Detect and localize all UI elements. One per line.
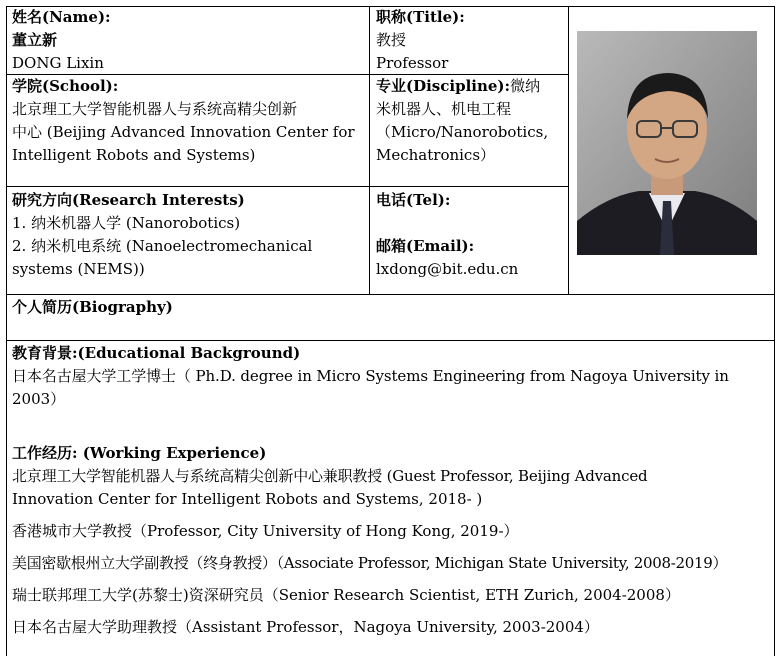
divider-v-right (568, 6, 569, 294)
research-heading: 研究方向(Research Interests) (12, 191, 245, 209)
tel-label: 电话(Tel): (376, 191, 451, 209)
title-en: Professor (376, 54, 449, 72)
school-line-2: 中心 (Beijing Advanced Innovation Center for (12, 123, 355, 141)
email-value[interactable]: lxdong@bit.edu.cn (376, 260, 519, 278)
name-cn: 董立新 (12, 31, 58, 49)
discipline-line-2: 米机器人、机电工程 (376, 100, 512, 118)
school-line-3: Intelligent Robots and Systems) (12, 146, 256, 164)
work-item-1-cont: Innovation Center for Intelligent Robots and Systems, 2018- ) (12, 490, 483, 508)
education-line-1: 日本名古屋大学工学博士（ Ph.D. degree in Micro Systems Engineering from Nagoya University in (12, 367, 729, 385)
name-en: DONG Lixin (12, 54, 104, 72)
school-heading: 学院(School): (12, 77, 119, 95)
work-item-5: 日本名古屋大学助理教授（Assistant Professor，Nagoya University, 2003-2004） (12, 618, 599, 636)
work-item-1: 北京理工大学智能机器人与系统高精尖创新中心兼职教授 (Guest Professor, Beijing Advanced (12, 467, 648, 485)
divider-v-left (369, 6, 370, 294)
discipline-heading: 专业(Discipline): (376, 77, 511, 95)
research-item-1: 1. 纳米机器人学 (Nanorobotics) (12, 214, 241, 232)
school-cell (12, 75, 366, 167)
divider-h-2 (6, 186, 568, 187)
discipline-line-3: （Micro/Nanorobotics, (376, 123, 549, 141)
title-cell (376, 6, 566, 75)
divider-h-4 (6, 340, 775, 341)
work-heading: 工作经历: (Working Experience) (12, 444, 267, 462)
biography-heading: 个人简历(Biography) (12, 298, 173, 316)
name-heading: 姓名(Name): (12, 8, 111, 26)
discipline-line-4: Mechatronics） (376, 146, 496, 164)
school-line-1: 北京理工大学智能机器人与系统高精尖创新 (12, 100, 298, 118)
profile-photo (577, 31, 757, 255)
work-item-4: 瑞士联邦理工大学(苏黎士)资深研究员（Senior Research Scientist, ETH Zurich, 2004-2008） (12, 586, 680, 604)
work-item-2: 香港城市大学教授（Professor, City University of Hong Kong, 2019-） (12, 522, 519, 540)
education-line-2: 2003） (12, 390, 66, 408)
contact-cell (376, 189, 566, 281)
research-item-2: 2. 纳米机电系统 (Nanoelectromechanical (12, 237, 313, 255)
education-heading: 教育背景:(Educational Background) (12, 344, 301, 362)
title-heading: 职称(Title): (376, 8, 465, 26)
work-section (12, 442, 768, 639)
divider-h-3 (6, 294, 775, 295)
work-item-3: 美国密歇根州立大学副教授（终身教授）（Associate Professor, Michigan State University, 2008-2019） (12, 554, 728, 572)
education-section (12, 342, 768, 411)
portrait-image (577, 31, 757, 255)
discipline-cell (376, 75, 566, 167)
title-cn: 教授 (376, 31, 407, 49)
research-cell (12, 189, 366, 281)
research-item-2-cont: systems (NEMS)) (12, 260, 145, 278)
email-label: 邮箱(Email): (376, 237, 475, 255)
name-cell (12, 6, 366, 75)
discipline-head-tail: 微纳 (510, 77, 541, 95)
